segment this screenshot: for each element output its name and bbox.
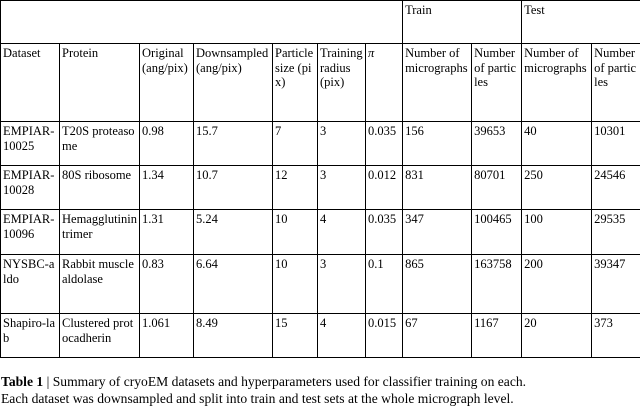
table-cell: 67 xyxy=(403,314,472,358)
table-row xyxy=(1,314,640,358)
table-cell: 29535 xyxy=(592,210,640,255)
table-cell: 39653 xyxy=(472,122,522,166)
table-cell: 1167 xyxy=(472,314,522,358)
table-cell: Hemagglutinin trimer xyxy=(60,210,140,255)
table-cell: 4 xyxy=(318,314,366,358)
table-row xyxy=(1,122,640,166)
table-cell: 8.49 xyxy=(194,314,273,358)
caption-line-2: Each dataset was downsampled and split into train and test sets at the whole micrograph level. xyxy=(1,391,514,406)
test-group-header: Test xyxy=(522,1,640,44)
table-cell: 200 xyxy=(522,255,592,314)
column-header: Particle size (pix) xyxy=(273,44,318,122)
table-cell: 12 xyxy=(273,166,318,210)
table-caption xyxy=(1,373,639,407)
table-row xyxy=(1,210,640,255)
table-cell: 7 xyxy=(273,122,318,166)
table-cell: 865 xyxy=(403,255,472,314)
table-cell: 24546 xyxy=(592,166,640,210)
table-cell: 1.31 xyxy=(140,210,194,255)
table-cell: 20 xyxy=(522,314,592,358)
column-header: Number of particles xyxy=(592,44,640,122)
table-cell: 10.7 xyxy=(194,166,273,210)
table-cell: 6.64 xyxy=(194,255,273,314)
table-cell: 0.035 xyxy=(366,122,403,166)
table-cell: EMPIAR-10028 xyxy=(1,166,60,210)
table-cell: 3 xyxy=(318,166,366,210)
table-cell: 5.24 xyxy=(194,210,273,255)
table-cell: 250 xyxy=(522,166,592,210)
table-cell: NYSBC-aldo xyxy=(1,255,60,314)
table-cell: 3 xyxy=(318,122,366,166)
table-cell: 163758 xyxy=(472,255,522,314)
table-cell: 831 xyxy=(403,166,472,210)
column-header: Downsampled (ang/pix) xyxy=(194,44,273,122)
table-cell: 0.98 xyxy=(140,122,194,166)
table-cell: 1.061 xyxy=(140,314,194,358)
caption-line-1 xyxy=(1,373,639,390)
table-cell: 0.83 xyxy=(140,255,194,314)
table-cell: 156 xyxy=(403,122,472,166)
column-header: Number of micrographs xyxy=(403,44,472,122)
table-cell: 100 xyxy=(522,210,592,255)
table-cell: Shapiro-lab xyxy=(1,314,60,358)
table-cell: 1.34 xyxy=(140,166,194,210)
column-header: Number of micrographs xyxy=(522,44,592,122)
table-cell: EMPIAR-10025 xyxy=(1,122,60,166)
table-cell: 4 xyxy=(318,210,366,255)
column-header: Original (ang/pix) xyxy=(140,44,194,122)
table-cell: 80S ribosome xyxy=(60,166,140,210)
caption-label: Table 1 xyxy=(1,374,44,389)
table-cell: 15.7 xyxy=(194,122,273,166)
train-group-header: Train xyxy=(403,1,522,44)
column-header: Number of particles xyxy=(472,44,522,122)
column-header: Protein xyxy=(60,44,140,122)
table-cell: 15 xyxy=(273,314,318,358)
table-cell: 0.012 xyxy=(366,166,403,210)
table-cell: 0.035 xyxy=(366,210,403,255)
column-header: π xyxy=(366,44,403,122)
table-cell: 0.015 xyxy=(366,314,403,358)
table-cell: Rabbit muscle aldolase xyxy=(60,255,140,314)
table-cell: 373 xyxy=(592,314,640,358)
table-cell: 0.1 xyxy=(366,255,403,314)
table-cell: 100465 xyxy=(472,210,522,255)
table-cell: 39347 xyxy=(592,255,640,314)
table-cell: 80701 xyxy=(472,166,522,210)
column-header: Dataset xyxy=(1,44,60,122)
table-cell: Clustered protocadherin xyxy=(60,314,140,358)
caption-text: Summary of cryoEM datasets and hyperparameters used for classifier training on each. xyxy=(52,374,527,389)
table-cell: 347 xyxy=(403,210,472,255)
table-cell: EMPIAR-10096 xyxy=(1,210,60,255)
column-header: Training radius (pix) xyxy=(318,44,366,122)
table-cell: 40 xyxy=(522,122,592,166)
column-header-row xyxy=(1,44,640,122)
table-cell: 10 xyxy=(273,210,318,255)
table-cell: 3 xyxy=(318,255,366,314)
caption-separator: | xyxy=(43,374,53,389)
table-row xyxy=(1,255,640,314)
table-cell: 10301 xyxy=(592,122,640,166)
empty-header-cell xyxy=(1,1,403,44)
table-cell: 10 xyxy=(273,255,318,314)
table-cell: T20S proteasome xyxy=(60,122,140,166)
group-header-row xyxy=(1,1,640,44)
table-row xyxy=(1,166,640,210)
